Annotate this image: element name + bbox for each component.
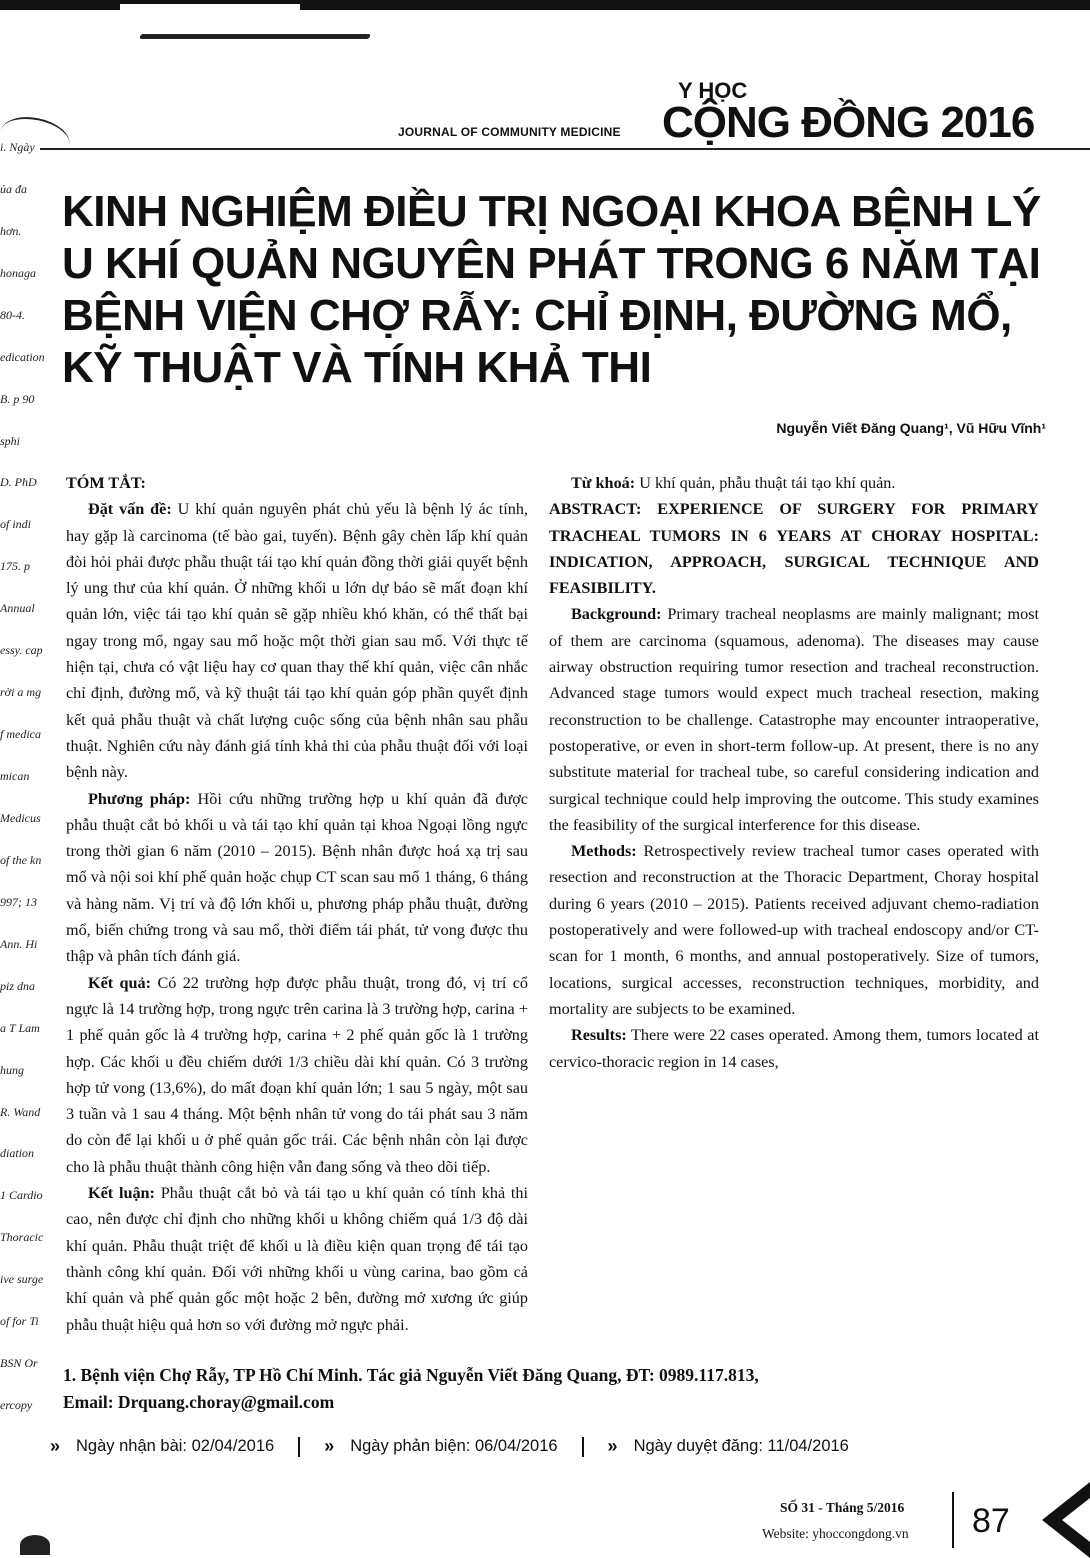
margin-fragment: Medicus: [0, 811, 41, 825]
margin-fragment: ủa đa: [0, 182, 27, 196]
date-received: [50, 1436, 274, 1457]
article-title: KINH NGHIỆM ĐIỀU TRỊ NGOẠI KHOA BỆNH LÝ U KHÍ QUẢN NGUYÊN PHÁT TRONG 6 NĂM TẠI BỆNH VIỆN CHỢ RẪY: CHỈ ĐỊNH, ĐƯỜNG MỔ, KỸ THUẬT VÀ TÍNH KHẢ THI: [62, 187, 1041, 392]
footnote-affiliation: 1. Bệnh viện Chợ Rẫy, TP Hồ Chí Minh. Tác giả Nguyễn Viết Đăng Quang, ĐT: 0989.117.813,: [63, 1365, 759, 1385]
date-reviewed: [324, 1436, 557, 1457]
date-received-text: Ngày nhận bài: 02/04/2016: [76, 1437, 275, 1455]
summary-results-text: Có 22 trường hợp được phẫu thuật, trong đó, vị trí cổ ngực là 14 trường hợp, trong ngực trên carina là 3 trường hợp, carina + 1 phế quản gốc là 4 trường hợp, carina + 2 phế quản gốc là 1 trường hợp. Các khối u đều chiếm dưới 1/3 chiều dài khí quản. Có 3 trường hợp tử vong (13,6%), do mất đoạn khí quản lớn; 1 sau 5 ngày, một sau 3 tuần và 1 sau 4 tháng. Một bệnh nhân tử vong do tái phát sau 3 năm do còn để lại khối u ở phế quản gốc trái. Các bệnh nhân còn lại được cho là phẫu thuật thành công hiện vẫn đang sống và theo dõi tiếp.: [66, 973, 529, 1176]
margin-fragment: edication: [0, 350, 45, 364]
chevron-right-icon: »: [50, 1436, 61, 1456]
journal-brand-top: Y HỌC: [678, 78, 748, 103]
margin-fragment: honaga: [0, 266, 36, 280]
margin-fragment: R. Wand: [0, 1105, 41, 1119]
margin-fragment: ercopy: [0, 1398, 33, 1412]
abstract-results-label: Results:: [571, 1026, 627, 1045]
margin-fragment: hơn.: [0, 224, 22, 238]
author-footnote: [63, 1362, 963, 1416]
date-accepted: [608, 1436, 849, 1457]
summary-methods: [66, 786, 528, 970]
margin-fragment: hung: [0, 1063, 24, 1077]
footnote-email: Email: Drquang.choray@gmail.com: [63, 1392, 335, 1412]
date-accepted-text: Ngày duyệt đăng: 11/04/2016: [633, 1437, 849, 1455]
margin-fragment: mican: [0, 769, 30, 783]
scan-top-gap: [120, 4, 300, 10]
abstract-methods-text: Retrospectively review tracheal tumor cases operated with resection and reconstruction at the Thoracic Department, Choray hospital during 6 years (2010 – 2015). Patients received adjuvant chemo-radiation postoperatively and were followed-up with tracheal endoscopy and/or CT-scan for 1 month, 6 months, and annual postoperatively. Size of tumors, locations, surgical accesses, reconstruction techniques, morbidity, and mortality are subjects to be examined.: [549, 842, 1039, 1018]
left-column: [66, 470, 528, 1338]
summary-conclusion-label: Kết luận:: [88, 1184, 155, 1203]
margin-fragment: f medica: [0, 727, 41, 741]
margin-fragment: D. PhD: [0, 475, 37, 489]
margin-fragment: of for Ti: [0, 1314, 39, 1328]
journal-english-name: JOURNAL OF COMMUNITY MEDICINE: [398, 125, 621, 139]
date-separator: [298, 1437, 300, 1457]
margin-fragment: 175. p: [0, 559, 30, 573]
date-reviewed-text: Ngày phản biện: 06/04/2016: [350, 1437, 558, 1455]
footer-divider: [952, 1492, 954, 1548]
abstract-results-text: There were 22 cases operated. Among them, tumors located at cervico-thoracic region in 14 cases,: [549, 1026, 1039, 1071]
right-column: [549, 470, 1039, 1075]
summary-methods-label: Phương pháp:: [88, 789, 191, 808]
margin-fragment: Ann. Hi: [0, 937, 38, 951]
scan-bottom-mark: [20, 1535, 50, 1555]
summary-heading: TÓM TẮT:: [66, 474, 146, 492]
article-dates: [50, 1436, 1050, 1457]
margin-fragment: 997; 13: [0, 895, 37, 909]
summary-conclusion: [66, 1180, 528, 1338]
date-separator: [582, 1437, 584, 1457]
margin-fragment: of the kn: [0, 853, 42, 867]
margin-fragment: ive surge: [0, 1272, 44, 1286]
article-authors: Nguyễn Viết Đăng Quang¹, Vũ Hữu Vĩnh¹: [776, 420, 1046, 436]
summary-results: [66, 970, 528, 1180]
summary-keywords: [549, 470, 1039, 496]
summary-background-label: Đặt vấn đề:: [88, 500, 172, 519]
abstract-results: [549, 1022, 1039, 1075]
corner-chevron-icon: [1040, 1482, 1090, 1558]
header-rule: [40, 148, 1090, 150]
abstract-title: ABSTRACT: EXPERIENCE OF SURGERY FOR PRIMARY TRACHEAL TUMORS IN 6 YEARS AT CHORAY HOSPITAL: INDICATION, APPROACH, SURGICAL TECHNIQUE AND FEASIBILITY.: [549, 500, 1039, 598]
summary-keywords-text: U khí quản, phẫu thuật tái tạo khí quản.: [639, 474, 896, 492]
summary-background: [66, 496, 528, 785]
summary-results-label: Kết quả:: [88, 973, 152, 992]
summary-conclusion-text: Phẫu thuật cắt bỏ và tái tạo u khí quản có tính khả thi cao, nên được chỉ định cho những khối u không chiếm quá 1/3 độ dài khí quản. Phẫu thuật triệt để khối u là điều kiện quan trọng để tái tạo thành công khí quản. Đối với những khối u vùng carina, bao gồm cả khí quản và phế quản gốc một hoặc 2 bên, đường mở xương ức giúp phẫu thuật hiệu quả hơn so với đường mở ngực phải.: [66, 1184, 529, 1334]
margin-fragment: B. p 90: [0, 392, 35, 406]
summary-background-text: U khí quản nguyên phát chủ yếu là bệnh lý ác tính, hay gặp là carcinoma (tế bào gai, tuyến). Bệnh gây chèn lấp khí quản đòi hỏi phải được phẫu thuật tái tạo khí quản đồng thời giải quyết bệnh lý ung thư của khí quản. Ở những khối u lớn dự báo sẽ mất đoạn khí quản lớn, việc tái tạo khí quản sẽ gặp nhiều khó khăn, có thể thất bại ngay trong mổ, ngay sau mổ hoặc một thời gian sau mổ. Với thực tế hiện tại, chưa có vật liệu hay cơ quan thay thế khí quản, việc cân nhắc chỉ định, đường mổ, và kỹ thuật tái tạo khí quản góp phần quyết định kết quả phẫu thuật và chất lượng cuộc sống của bệnh nhân sau phẫu thuật. Nghiên cứu này đánh giá tính khả thi của phẫu thuật đối với loại bệnh này.: [66, 500, 528, 782]
margin-fragment: 1 Cardio: [0, 1188, 43, 1202]
abstract-methods: [549, 838, 1039, 1022]
margin-fragment: Annual: [0, 601, 35, 615]
adjacent-page-strip: [0, 140, 44, 1540]
issue-number: SỐ 31 - Tháng 5/2016: [780, 1500, 905, 1515]
margin-fragment: piz dna: [0, 979, 36, 993]
summary-keywords-label: Từ khoá:: [571, 474, 636, 492]
margin-fragment: i. Ngày: [0, 140, 35, 154]
margin-fragment: Thoracic: [0, 1230, 44, 1244]
margin-fragment: sphi: [0, 434, 21, 448]
abstract-background: [549, 601, 1039, 838]
abstract-methods-label: Methods:: [571, 842, 637, 861]
chevron-right-icon: »: [324, 1436, 335, 1456]
abstract-background-text: Primary tracheal neoplasms are mainly malignant; most of them are carcinoma (squamous, adenoma). The diseases may cause airway obstruction requiring tumor resection and tracheal reconstruction. Advanced stage tumors would expect much tracheal resection, making reconstruction to be challenge. Catastrophe may encounter intraoperative, postoperative, or even in short-term follow-up. At present, there is no any substitute material for tracheal tube, so careful considering indication and surgical technique could help improving the outcome. This study examines the feasibility of the surgical interference for this disease.: [549, 605, 1040, 834]
page-number: 87: [972, 1502, 1010, 1540]
margin-fragment: of indi: [0, 517, 32, 531]
scan-pen-stroke: [139, 34, 371, 39]
summary-methods-text: Hồi cứu những trường hợp u khí quản đã được phẫu thuật cắt bỏ khối u và tái tạo khí quản tại khoa Ngoại lồng ngực trong thời gian 6 năm (2010 – 2015). Bệnh nhân được hoá xạ trị sau mổ và nội soi khí phế quản hoặc chụp CT scan sau mổ 1 tháng, 6 tháng và hàng năm. Vị trí và độ lớn khối u, phương pháp phẫu thuật, đường mổ, biến chứng trong và sau mổ, thời điểm tái phát, tử vong được thu thập và phân tích đánh giá.: [66, 789, 528, 966]
margin-fragment: rời a mg: [0, 685, 42, 699]
margin-fragment: essy. cap: [0, 643, 43, 657]
margin-fragment: 80-4.: [0, 308, 25, 322]
margin-fragment: diation: [0, 1146, 35, 1160]
margin-fragment: a T Lam: [0, 1021, 40, 1035]
chevron-right-icon: »: [607, 1436, 618, 1456]
margin-fragment: BSN Or: [0, 1356, 38, 1370]
journal-website: Website: yhoccongdong.vn: [762, 1526, 909, 1541]
journal-brand-main: CỘNG ĐỒNG 2016: [662, 98, 1035, 147]
abstract-background-label: Background:: [571, 605, 662, 624]
